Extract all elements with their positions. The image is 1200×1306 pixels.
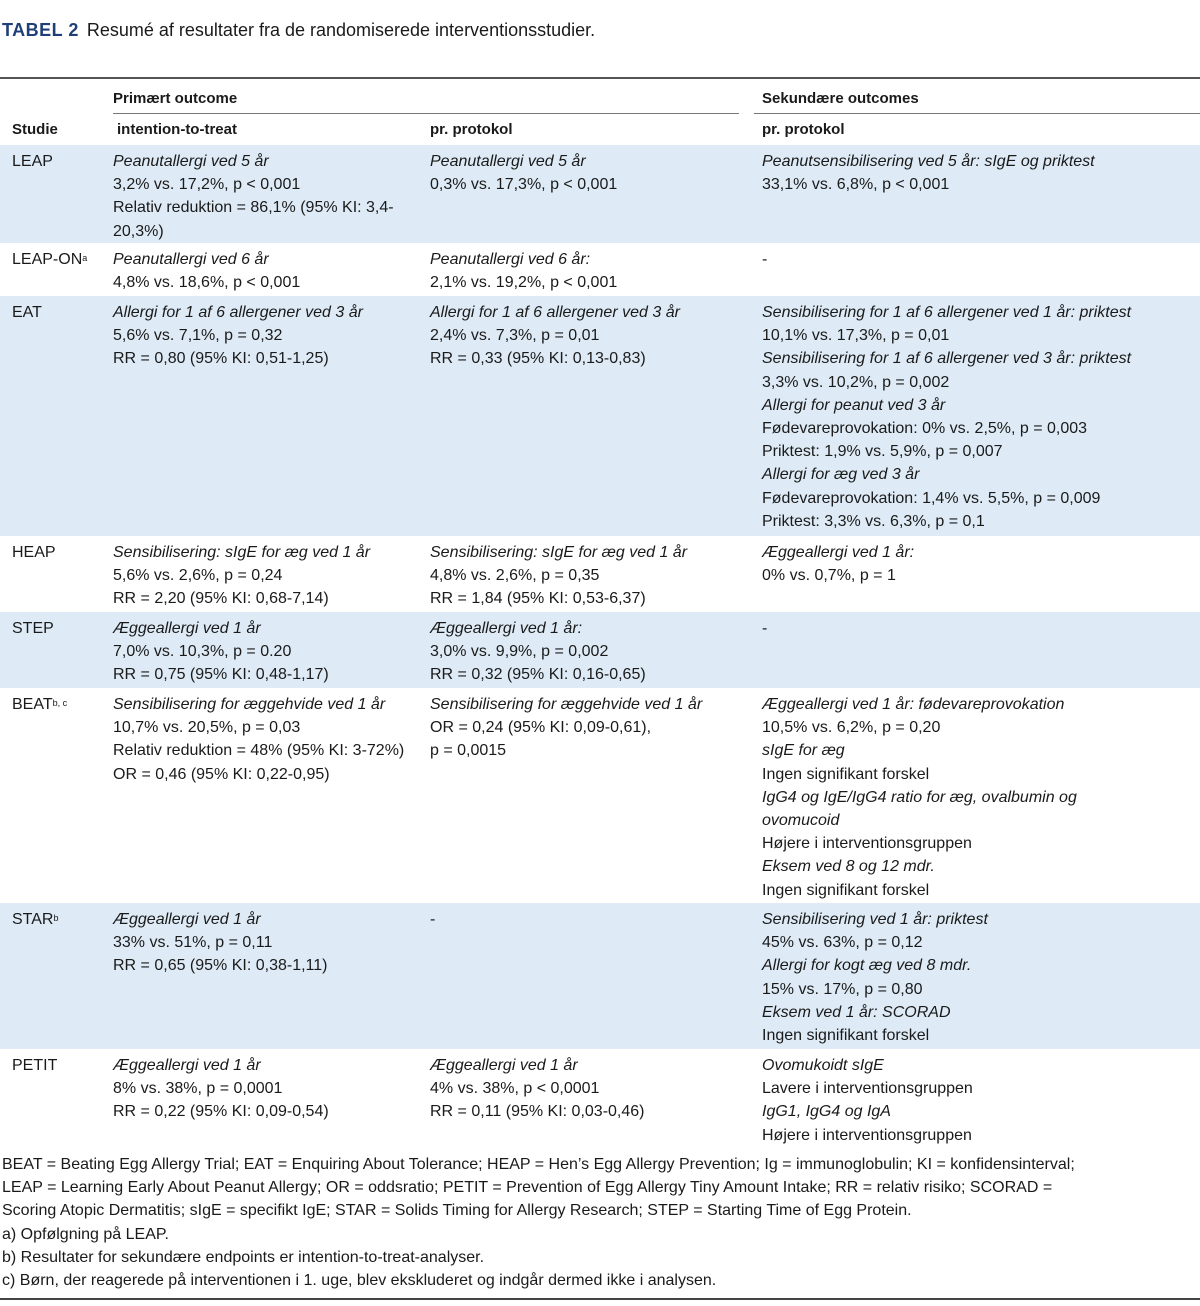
cell-line: 7,0% vs. 10,3%, p = 0.20 (113, 643, 292, 661)
table-row (0, 145, 1200, 243)
footnote-a: a) Opfølgning på LEAP. (2, 1225, 169, 1243)
footnote-abbreviations-3: Scoring Atopic Dermatitis; sIgE = specifikt IgE; STAR = Solids Timing for Allergy Research; STEP = Starting Time of Egg Protein. (2, 1202, 912, 1220)
footnote-abbreviations-1: BEAT = Beating Egg Allergy Trial; EAT = Enquiring About Tolerance; HEAP = Hen’s Egg Allergy Prevention; Ig = immunoglobulin; KI = konfidensinterval; (2, 1156, 1075, 1173)
cell-line: Peanutallergi ved 6 år (113, 251, 269, 268)
study-name (12, 908, 59, 931)
cell-line: RR = 0,33 (95% KI: 0,13-0,83) (430, 350, 646, 368)
study-label: HEAP (12, 544, 56, 561)
cell-line: - (762, 620, 768, 637)
cell-line: Sensibilisering: sIgE for æg ved 1 år (430, 544, 688, 561)
study-label: EAT (12, 304, 42, 321)
pp-cell (430, 1054, 644, 1124)
table-title (2, 19, 602, 42)
cell-line: OR = 0,24 (95% KI: 0,09-0,61), (430, 719, 652, 737)
study-name (12, 248, 87, 271)
itt-cell (113, 908, 423, 978)
cell-line: Højere i interventionsgruppen (762, 1126, 972, 1144)
cell-line: 33,1% vs. 6,8%, p < 0,001 (762, 176, 950, 194)
pp-cell (430, 908, 435, 931)
column-header-pp: pr. protokol (430, 121, 513, 138)
cell-line: Ovomukoidt sIgE (762, 1057, 884, 1074)
cell-line: Ingen signifikant forskel (762, 765, 930, 783)
cell-line: Æggeallergi ved 1 år: fødevareprovokation (762, 696, 1065, 713)
study-label: PETIT (12, 1057, 58, 1074)
table-caption: Resumé af resultater fra de randomiserede interventionsstudier. (86, 20, 596, 40)
cell-line: - (762, 251, 768, 268)
pp-cell (430, 693, 702, 763)
column-header-study: Studie (12, 121, 58, 138)
secondary-cell (762, 617, 767, 640)
itt-cell (113, 617, 423, 687)
cell-line: 2,4% vs. 7,3%, p = 0,01 (430, 327, 600, 345)
study-label: LEAP-ON (12, 251, 83, 268)
cell-line: 0% vs. 0,7%, p = 1 (762, 567, 896, 585)
cell-line: 8% vs. 38%, p = 0,0001 (113, 1080, 283, 1098)
pp-cell (430, 150, 617, 196)
secondary-cell (762, 1054, 973, 1147)
cell-line: 3,2% vs. 17,2%, p < 0,001 (113, 176, 301, 194)
table-row (0, 296, 1200, 536)
study-name (12, 693, 67, 716)
cell-line: Ingen signifikant forskel (762, 1027, 930, 1045)
cell-line: Eksem ved 1 år: SCORAD (762, 1003, 951, 1021)
cell-line: 5,6% vs. 2,6%, p = 0,24 (113, 567, 283, 585)
study-label: STAR (12, 911, 54, 928)
cell-line: 45% vs. 63%, p = 0,12 (762, 934, 923, 952)
study-name (12, 150, 53, 173)
cell-line: Sensibilisering: sIgE for æg ved 1 år (113, 544, 371, 561)
footnote-b: b) Resultater for sekundære endpoints er intention-to-treat-analyser. (2, 1248, 485, 1266)
footnote-marker: a (82, 253, 88, 263)
cell-line: Sensibilisering for æggehvide ved 1 år (113, 696, 386, 713)
cell-line: Allergi for 1 af 6 allergener ved 3 år (113, 304, 363, 321)
cell-line: Eksem ved 8 og 12 mdr. (762, 858, 935, 876)
cell-line: Sensibilisering ved 1 år: priktest (762, 911, 988, 928)
study-label: LEAP (12, 153, 53, 170)
table-row (0, 688, 1200, 903)
study-name (12, 301, 42, 324)
cell-line: RR = 0,11 (95% KI: 0,03-0,46) (430, 1103, 645, 1121)
cell-line: Allergi for æg ved 3 år (762, 466, 920, 484)
study-name (12, 1054, 57, 1077)
cell-line: 10,7% vs. 20,5%, p = 0,03 (113, 719, 301, 737)
bottom-rule (0, 1298, 1200, 1300)
cell-line: Sensibilisering for æggehvide ved 1 år (430, 696, 703, 713)
cell-line: Lavere i interventionsgruppen (762, 1080, 973, 1098)
group-rule-secondary (754, 113, 1200, 114)
cell-line: 4% vs. 38%, p < 0,0001 (430, 1080, 600, 1098)
column-header-itt: intention-to-treat (117, 121, 237, 138)
cell-line: IgG4 og IgE/IgG4 ratio for æg, ovalbumin og (762, 788, 1077, 806)
cell-line: Priktest: 1,9% vs. 5,9%, p = 0,007 (762, 443, 1003, 461)
study-label: STEP (12, 620, 54, 637)
itt-cell (113, 541, 423, 611)
footnote-c: c) Børn, der reagerede på interventionen i 1. uge, blev ekskluderet og indgår dermed ikke i analysen. (2, 1272, 717, 1290)
cell-line: Peanutallergi ved 6 år: (430, 251, 591, 268)
cell-line: sIgE for æg (762, 742, 845, 760)
cell-line: 2,1% vs. 19,2%, p < 0,001 (430, 274, 618, 292)
itt-cell (113, 150, 423, 243)
cell-line: Æggeallergi ved 1 år (113, 1057, 261, 1074)
cell-line: 15% vs. 17%, p = 0,80 (762, 980, 923, 998)
cell-line: RR = 0,80 (95% KI: 0,51-1,25) (113, 350, 329, 368)
footnotes (2, 1153, 1198, 1292)
study-name (12, 541, 56, 564)
cell-line: IgG1, IgG4 og IgA (762, 1103, 891, 1121)
pp-cell (430, 617, 646, 687)
cell-line: RR = 0,32 (95% KI: 0,16-0,65) (430, 666, 646, 684)
table-row (0, 536, 1200, 612)
cell-line: 3,0% vs. 9,9%, p = 0,002 (430, 643, 609, 661)
study-label: BEAT (12, 696, 53, 713)
cell-line: Allergi for peanut ved 3 år (762, 396, 946, 414)
cell-line: Fødevareprovokation: 0% vs. 2,5%, p = 0,003 (762, 420, 1088, 438)
cell-line: - (430, 911, 436, 928)
cell-line: Sensibilisering for 1 af 6 allergener ved 3 år: priktest (762, 350, 1132, 368)
cell-line: RR = 0,65 (95% KI: 0,38-1,11) (113, 957, 328, 975)
secondary-cell (762, 301, 1131, 533)
cell-line: Priktest: 3,3% vs. 6,3%, p = 0,1 (762, 512, 985, 530)
cell-line: Peanutallergi ved 5 år (430, 153, 586, 170)
table-row (0, 612, 1200, 688)
footnote-marker: b, c (52, 698, 68, 708)
cell-line: Æggeallergi ved 1 år: (430, 620, 583, 637)
cell-line: Allergi for 1 af 6 allergener ved 3 år (430, 304, 680, 321)
table-label: TABEL 2 (2, 20, 79, 40)
cell-line: 4,8% vs. 2,6%, p = 0,35 (430, 567, 600, 585)
footnote-marker: b (53, 913, 59, 923)
cell-line: 4,8% vs. 18,6%, p < 0,001 (113, 274, 301, 292)
cell-line: Æggeallergi ved 1 år (113, 911, 261, 928)
cell-line: ovomucoid (762, 812, 840, 830)
secondary-cell (762, 693, 1077, 902)
secondary-cell (762, 541, 914, 587)
cell-line: Højere i interventionsgruppen (762, 835, 972, 853)
cell-line: Sensibilisering for 1 af 6 allergener ved 1 år: priktest (762, 304, 1132, 321)
cell-line: OR = 0,46 (95% KI: 0,22-0,95) (113, 765, 330, 783)
footnote-abbreviations-2: LEAP = Learning Early About Peanut Allergy; OR = oddsratio; PETIT = Prevention of Egg Allergy Tiny Amount Intake; RR = relativ risiko; SCORAD = (2, 1179, 1053, 1197)
itt-cell (113, 1054, 423, 1124)
itt-cell (113, 301, 423, 371)
table-row (0, 243, 1200, 296)
cell-line: Æggeallergi ved 1 år (430, 1057, 578, 1074)
itt-cell (113, 693, 423, 786)
secondary-cell (762, 908, 988, 1047)
top-rule (0, 77, 1200, 79)
cell-line: 10,5% vs. 6,2%, p = 0,20 (762, 719, 941, 737)
cell-line: 0,3% vs. 17,3%, p < 0,001 (430, 176, 618, 194)
group-header-primary: Primært outcome (113, 90, 238, 107)
secondary-cell (762, 248, 767, 271)
cell-line: Relativ reduktion = 48% (95% KI: 3-72%) (113, 742, 405, 760)
cell-line: Relativ reduktion = 86,1% (95% KI: 3,4-20,3%) (113, 199, 394, 240)
cell-line: 3,3% vs. 10,2%, p = 0,002 (762, 373, 950, 391)
column-header-secondary-pp: pr. protokol (762, 121, 845, 138)
cell-line: RR = 1,84 (95% KI: 0,53-6,37) (430, 590, 646, 608)
cell-line: Fødevareprovokation: 1,4% vs. 5,5%, p = 0,009 (762, 489, 1101, 507)
itt-cell (113, 248, 423, 294)
cell-line: RR = 0,75 (95% KI: 0,48-1,17) (113, 666, 329, 684)
cell-line: 10,1% vs. 17,3%, p = 0,01 (762, 327, 950, 345)
study-name (12, 617, 54, 640)
cell-line: Peanutsensibilisering ved 5 år: sIgE og priktest (762, 153, 1095, 170)
group-header-secondary: Sekundære outcomes (762, 90, 919, 107)
cell-line: Æggeallergi ved 1 år (113, 620, 261, 637)
group-rule-primary (113, 113, 739, 114)
table-row (0, 1049, 1200, 1147)
pp-cell (430, 301, 680, 371)
cell-line: Æggeallergi ved 1 år: (762, 544, 915, 561)
cell-line: Ingen signifikant forskel (762, 881, 930, 899)
cell-line: Allergi for kogt æg ved 8 mdr. (762, 957, 972, 975)
table-row (0, 903, 1200, 1049)
cell-line: p = 0,0015 (430, 742, 507, 760)
cell-line: RR = 0,22 (95% KI: 0,09-0,54) (113, 1103, 329, 1121)
pp-cell (430, 248, 617, 294)
cell-line: RR = 2,20 (95% KI: 0,68-7,14) (113, 590, 329, 608)
pp-cell (430, 541, 687, 611)
cell-line: Peanutallergi ved 5 år (113, 153, 269, 170)
secondary-cell (762, 150, 1095, 196)
cell-line: 5,6% vs. 7,1%, p = 0,32 (113, 327, 283, 345)
cell-line: 33% vs. 51%, p = 0,11 (113, 934, 273, 952)
